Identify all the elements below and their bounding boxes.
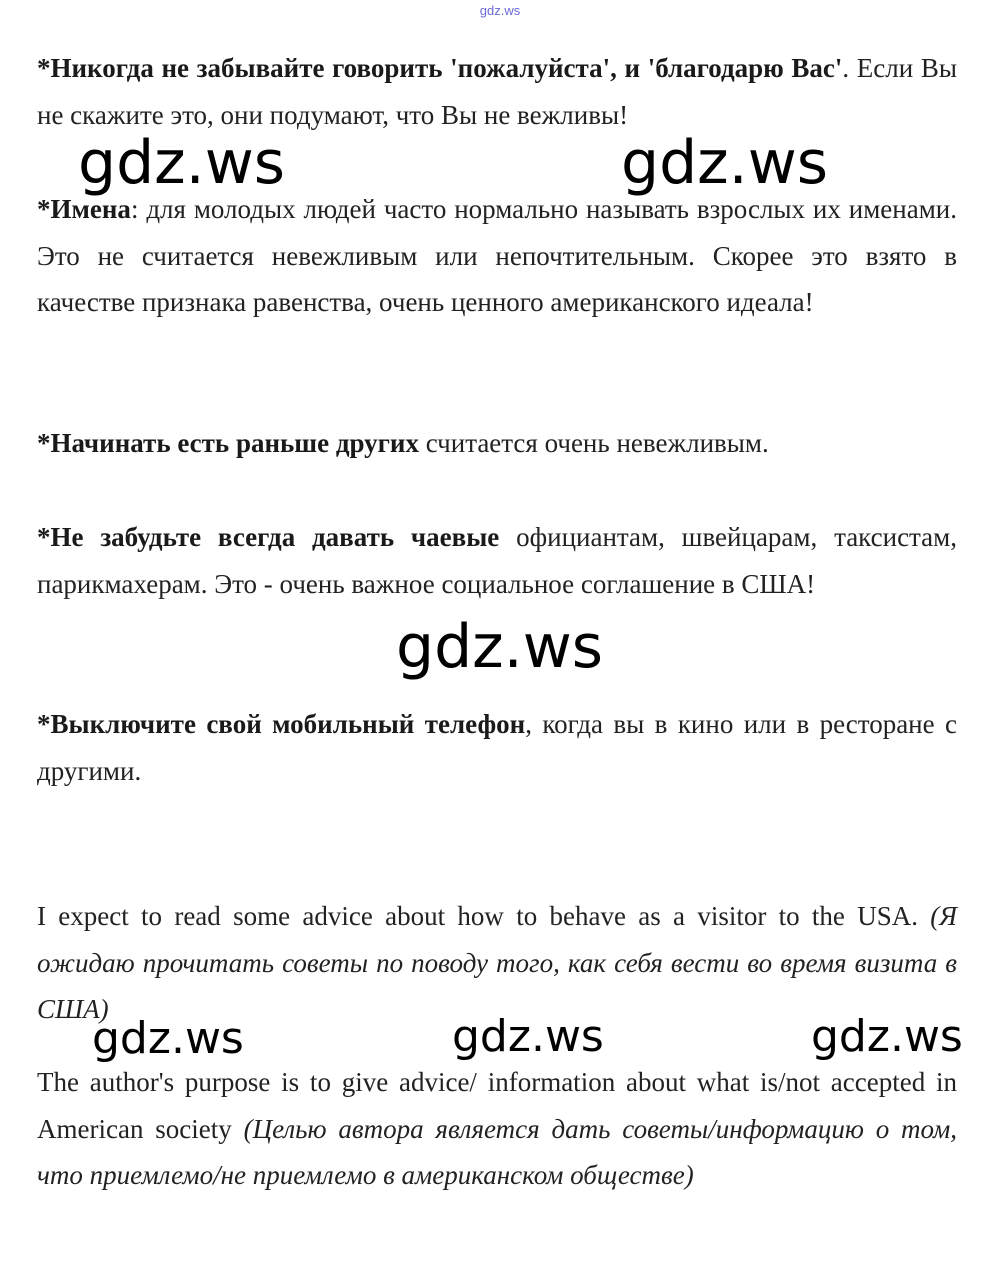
site-mark[interactable]: gdz.ws [479, 3, 521, 18]
tip-text: . Если Вы не скажите это, они подумают, что Вы не вежливы! [37, 53, 957, 130]
watermark: gdz.ws [452, 1011, 604, 1062]
watermark: gdz.ws [621, 128, 829, 198]
tip-please-thank-you [37, 45, 957, 138]
tip-heading: *Выключите свой мобильный телефон [37, 709, 526, 739]
tip-heading: *Никогда не забывайте говорить 'пожалуйста', и 'благодарю Вас' [37, 53, 843, 83]
watermark: gdz.ws [396, 612, 604, 682]
tip-names [37, 186, 957, 326]
watermark: gdz.ws [92, 1013, 244, 1064]
answer-translation: (Целью автора является дать советы/информацию о том, что приемлемо/не приемлемо в американском обществе) [37, 1113, 957, 1190]
tip-heading: *Имена [37, 194, 131, 224]
tip-heading: *Не забудьте всегда давать чаевые [37, 522, 500, 552]
answer-text: The author's purpose is to give advice/ information about what is/not accepted in American society [37, 1067, 957, 1144]
tip-text: официантам, швейцарам, таксистам, парикмахерам. Это - очень важное социальное соглашение в США! [37, 522, 957, 599]
tip-start-eating [37, 420, 957, 467]
tip-text: : для молодых людей часто нормально называть взрослых их именами. Это не считается невежливым или непочтительным. Скорее это взято в качестве признака равенства, очень ценного американского идеала! [37, 194, 957, 317]
tip-heading: *Начинать есть раньше других [37, 428, 419, 458]
tip-text: считается очень невежливым. [418, 428, 769, 458]
tip-tips [37, 514, 957, 607]
tip-mobile-phone [37, 701, 957, 794]
answer-text: I expect to read some advice about how to behave as a visitor to the USA. [37, 901, 931, 931]
watermark: gdz.ws [78, 128, 286, 198]
answer-translation: (Я ожидаю прочитать советы по поводу того, как себя вести во время визита в США) [37, 901, 957, 1024]
answer-purpose [37, 1059, 957, 1199]
watermark: gdz.ws [811, 1011, 963, 1062]
tip-text: , когда вы в кино или в ресторане с другими. [37, 709, 957, 786]
